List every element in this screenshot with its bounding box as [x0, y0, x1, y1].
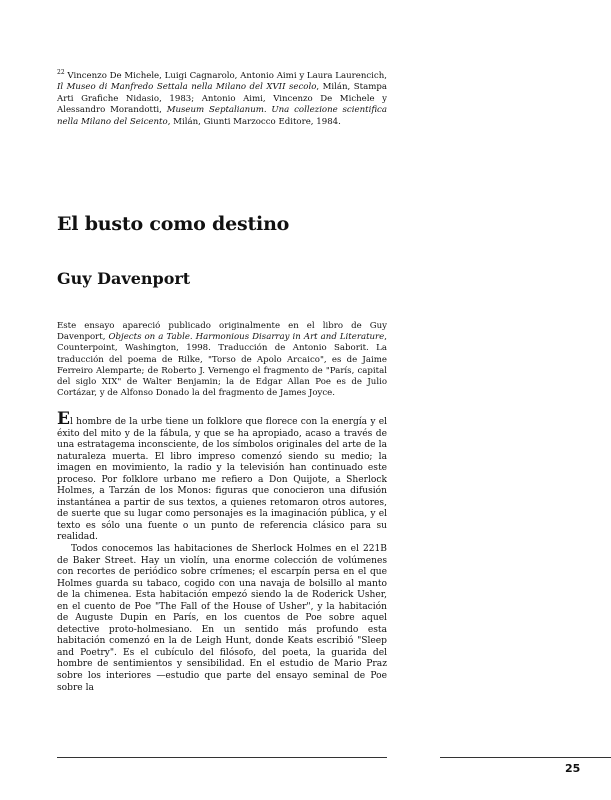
source-note: [57, 321, 387, 399]
article-author: Guy Davenport: [57, 269, 191, 288]
source-note-text-before: Este ensayo apareció publicado originalmente en el libro de Guy Davenport,: [57, 321, 387, 343]
footnote-title-1: Il Museo di Manfredo Settala nella Milano del XVII secolo: [57, 82, 317, 93]
bottom-rule: [57, 757, 387, 758]
footnote: [57, 71, 387, 128]
page-number: 25: [565, 762, 581, 775]
article-title: El busto como destino: [57, 213, 290, 235]
body-paragraph-1: [57, 409, 387, 544]
body-paragraph-1-text: l hombre de la urbe tiene un folklore que florece con la energía y el éxito del mito y de la fábula, y que se ha apropiado, acaso a través de una estratagema inconsciente, de los símbolos originales del arte de la naturaleza muerta. El libro impreso comenzó siendo su medio; la imagen en movimiento, la radio y la televisión han continuado este proceso. Por folklore urbano me refiero a Don Quijote, a Sherlock Holmes, a Tarzán de los Monos: figuras que conocieron una difusión instantánea a partir de sus textos, a quienes retomaron otros autores, de suerte que su lugar como personajes es la imaginación pública, y el texto es sólo una fuente o un punto de referencia clásico para su realidad.: [57, 417, 387, 543]
body-paragraph-2: Todos conocemos las habitaciones de Sherlock Holmes en el 221B de Baker Street. Hay un violín, una enorme colección de volúmenes con recortes de periódico sobre crímenes; el escarpín persa en el que Holmes guarda su tabaco, cogido con una navaja de bolsillo al manto de la chimenea. Esta habitación empezó siendo la de Roderick Usher, en el cuento de Poe "The Fall of the House of Usher", y la habitación de Auguste Dupin en París, en los cuentos de Poe sobre aquel detective proto-holmesiano. En un sentido más profundo esta habitación comenzó en la de Leigh Hunt, donde Keats escribió "Sleep and Poetry". Es el cubículo del filósofo, del poeta, la guarida del hombre de sentimientos y sensibilidad. En el estudio de Mario Praz sobre los interiores —estudio que parte del ensayo seminal de Poe sobre la: [57, 544, 387, 693]
footnote-text-before: Vincenzo De Michele, Luigi Cagnarolo, Antonio Aimi y Laura Laurencich,: [67, 71, 387, 81]
footnote-title-2: Museum Septalianum. Una collezione scientifica nella Milano del Seicento: [57, 105, 387, 127]
article-body: [57, 409, 387, 694]
footnote-text-middle: , Milán, Stampa Arti Grafiche Nidasio, 1983; Antonio Aimi, Vincenzo De Michele y Alessandro Morandotti,: [57, 82, 387, 116]
drop-cap: E: [57, 409, 70, 429]
footnote-text-after: , Milán, Giunti Marzocco Editore, 1984.: [167, 116, 341, 127]
bottom-rule-right: [440, 757, 611, 758]
source-note-text-after: , Counterpoint, Washington, 1998. Traducción de Antonio Saborit. La traducción del poema de Rilke, "Torso de Apolo Arcaico", es de Jaime Ferreiro Alemparte; de Roberto J. Vernengo el fragmento de "París, capital del siglo XIX" de Walter Benjamin; la de Edgar Allan Poe es de Julio Cortázar, y de Alfonso Donado la del fragmento de James Joyce.: [57, 332, 387, 399]
footnote-marker: 22: [57, 69, 65, 77]
source-note-book-title: Objects on a Table. Harmonious Disarray in Art and Literature: [108, 332, 385, 343]
